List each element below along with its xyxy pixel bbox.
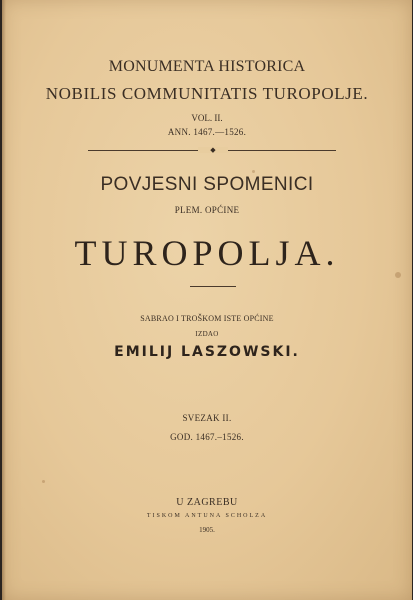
series-title-line1: MONUMENTA HISTORICA <box>108 58 306 75</box>
annals-range: ANN. 1467.—1526. <box>167 127 247 137</box>
publication-place: U ZAGREBU <box>176 497 238 508</box>
short-divider <box>190 286 236 287</box>
paper-stain <box>252 170 255 173</box>
issue-number: SVEZAK II. <box>182 413 232 423</box>
volume-number: VOL. II. <box>191 113 223 123</box>
paper-stain <box>42 480 45 483</box>
print-year: 1905. <box>199 526 215 534</box>
printer-name: TISKOM ANTUNA SCHOLZA <box>146 513 268 519</box>
book-title-line1: POVJESNI SPOMENICI <box>100 174 314 195</box>
book-title-main: TUROPOLJA. <box>74 233 340 273</box>
rule-ornament-icon: ◆ <box>198 147 228 153</box>
editor-name: EMILIJ LASZOWSKI. <box>114 344 300 360</box>
book-title-line2: PLEM. OPĆINE <box>174 205 240 215</box>
series-title-line2: NOBILIS COMMUNITATIS TUROPOLJE. <box>45 84 369 103</box>
years-range: GOD. 1467.–1526. <box>170 432 244 442</box>
issued-by-label: IZDAO <box>195 330 219 338</box>
compiled-note: SABRAO I TROŠKOM ISTE OPĆINE <box>140 314 274 323</box>
cover-page <box>2 0 412 600</box>
